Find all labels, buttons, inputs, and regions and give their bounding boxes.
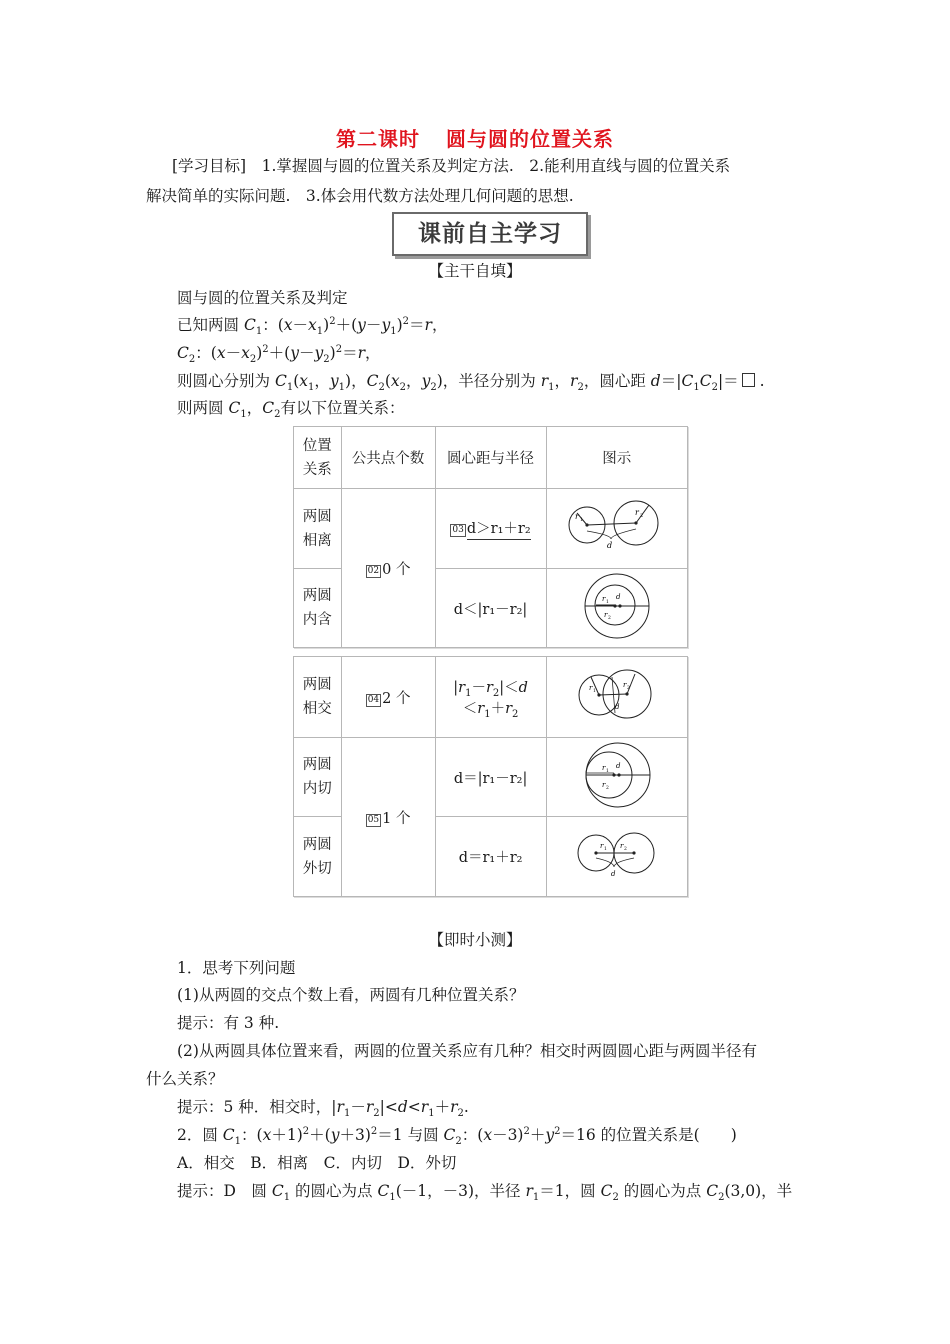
row-label-intersect: 两圆 相交 [294,657,342,738]
intersecting-circles-diagram [575,664,659,726]
row-label-separate: 两圆 相离 [294,489,342,569]
objectives-line-1: [学习目标] 1.掌握圆与圆的位置关系及判定方法. 2.能利用直线与圆的位置关系 [172,157,731,175]
relation-external-tangent: d＝r₁＋r₂ [435,817,546,897]
section-banner: 课前自主学习 [392,212,588,256]
relation-separate: 03 d＞r₁＋r₂ [435,489,546,569]
svg-text:2: 2 [639,512,643,519]
svg-text:r: r [634,507,639,517]
svg-text:r: r [599,841,604,850]
centers-line: 则圆心分别为 $C_1(x_1$，$y_1$)，$C_2(x_2$，$y_2$)，半径分别为 $r_1$，$r_2$，圆心距 $d=|C_1C_2|=$ . [177,372,765,394]
svg-text:1: 1 [605,600,609,605]
svg-text:r: r [601,781,606,789]
externally-tangent-circles-diagram [572,829,662,881]
row-label-internal-tangent: 两圆 内切 [294,738,342,817]
svg-text:1: 1 [592,689,596,694]
internally-tangent-circles-diagram [582,740,652,810]
svg-text:r: r [574,511,579,521]
count-one: 05 1 个 [341,738,435,897]
svg-text:r: r [603,611,608,619]
known-circle-2: $C_2$：$(x-x_2)^2+(y-y_2)^2=r$， [177,343,381,366]
q2: 2．圆 $C_1$：$(x+1)^2+(y+3)^2=1$ 与圆 $C_2$：$(x-3)^2+y^2=16$ 的位置关系是( ) [177,1125,737,1148]
header-count: 公共点个数 [341,427,435,489]
relation-table-part-2 [293,656,688,897]
contained-circles-diagram [582,571,652,641]
relation-table-part-1 [293,426,688,648]
figure-intersect [546,657,687,738]
separate-circles-diagram [567,499,667,555]
svg-text:2: 2 [626,686,630,691]
count-two: 04 2 个 [341,657,435,738]
svg-text:r: r [588,684,593,692]
svg-text:d: d [606,540,612,550]
svg-text:d: d [615,762,621,770]
svg-text:2: 2 [623,846,627,852]
svg-text:r: r [619,841,624,850]
header-position: 位置 关系 [294,427,342,489]
row-label-external-tangent: 两圆 外切 [294,817,342,897]
figure-contain [546,569,687,648]
section-heading-quiz: 【即时小测】 [428,931,522,949]
svg-text:d: d [615,593,621,601]
known-circle-1: 已知两圆 $C_1$：$(x-x_1)^2+(y-y_1)^2=r$， [177,315,448,338]
svg-text:r: r [601,595,606,603]
q1-2-line1: (2)从两圆具体位置来看，两圆的位置关系应有几种？相交时两圆圆心距与两圆半径有 [177,1042,757,1060]
figure-internal-tangent [546,738,687,817]
count-zero: 02 0 个 [341,489,435,648]
relation-internal-tangent: d＝|r₁－r₂| [435,738,546,817]
header-figure: 图示 [546,427,687,489]
q1-2-hint: 提示：5 种．相交时，$|r_1-r_2|<d<r_1+r_2$. [177,1098,469,1120]
q1-2-line2: 什么关系？ [146,1070,224,1088]
q1: 1．思考下列问题 [177,959,296,977]
q1-1: (1)从两圆的交点个数上看，两圆有几种位置关系？ [177,986,525,1004]
q2-options: A．相交 B．相离 C．内切 D．外切 [177,1154,457,1172]
svg-text:d: d [610,869,616,878]
svg-text:2: 2 [605,786,609,791]
page-title: 第二课时 圆与圆的位置关系 [336,127,614,151]
header-relation: 圆心距与半径 [435,427,546,489]
blank-box [742,373,755,387]
svg-text:1: 1 [605,769,609,774]
figure-external-tangent [546,817,687,897]
svg-text:1: 1 [603,846,607,852]
relation-contain: d＜|r₁－r₂| [435,569,546,648]
svg-text:1: 1 [579,516,583,523]
svg-text:2: 2 [607,616,611,621]
q1-1-hint: 提示：有 3 种. [177,1014,280,1032]
relations-intro: 则两圆 $C_1$，$C_2$有以下位置关系： [177,399,405,421]
topic-line: 圆与圆的位置关系及判定 [177,289,348,307]
section-heading-main: 【主干自填】 [428,262,522,280]
svg-text:d: d [614,703,620,711]
q2-hint: 提示：D 圆 $C_1$ 的圆心为点 $C_1(-1$，－3)，半径 $r_1=1$，圆 $C_2$ 的圆心为点 $C_2(3,0)$，半 [177,1182,793,1204]
svg-text:r: r [622,681,627,689]
row-label-contain: 两圆 内含 [294,569,342,648]
figure-separate [546,489,687,569]
svg-text:r: r [601,764,606,772]
relation-intersect: $|r_1-r_2|<d$ $<r_1+r_2$ [435,657,546,738]
objectives-line-2: 解决简单的实际问题. 3.体会用代数方法处理几何问题的思想. [146,187,574,205]
